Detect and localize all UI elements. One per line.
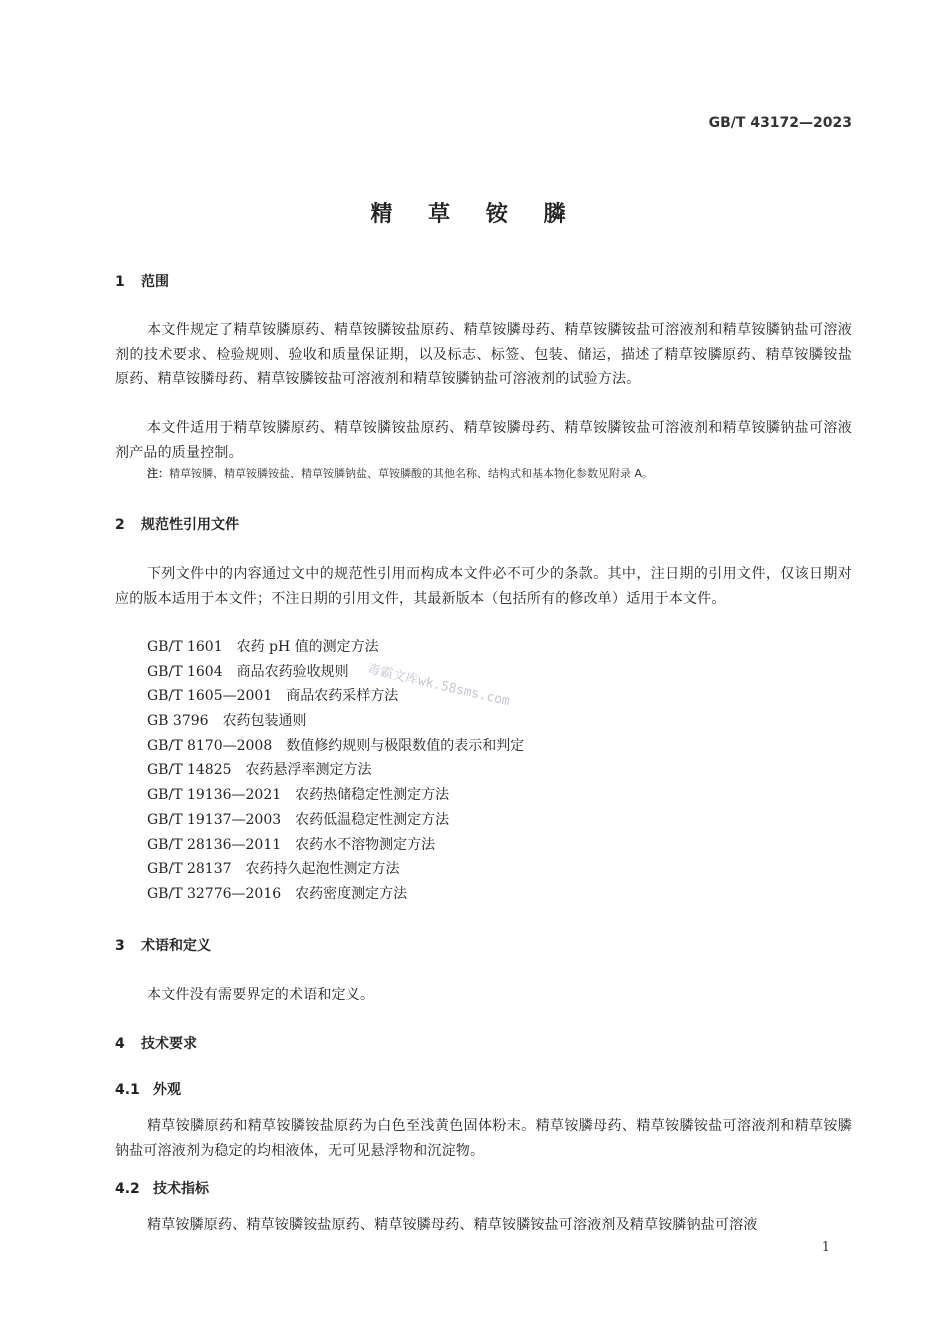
section-3-paragraph-1: 本文件没有需要界定的术语和定义。: [147, 987, 375, 1003]
section-2-heading: [115, 514, 239, 534]
page-number: 1: [821, 1240, 830, 1255]
section-1-paragraph-1: 本文件规定了精草铵膦原药、精草铵膦铵盐原药、精草铵膦母药、精草铵膦铵盐可溶液剂和精草铵膦钠盐可溶液剂的技术要求、检验规则、验收和质量保证期，以及标志、标签、包装、储运，描述了精草铵膦原药、精草铵膦铵盐原药、精草铵膦母药、精草铵膦铵盐可溶液剂和精草铵膦钠盐可溶液剂的试验方法。: [115, 322, 852, 387]
reference-name: 商品农药验收规则: [236, 663, 349, 680]
reference-item: [147, 808, 524, 833]
reference-name: 商品农药采样方法: [286, 688, 399, 705]
reference-code: GB/T 19136—2021: [147, 787, 282, 804]
watermark: 毒霸文库wk.58sms.com: [365, 661, 512, 710]
reference-code: GB/T 1601: [147, 639, 223, 655]
reference-name: 农药包装通则: [222, 713, 307, 730]
reference-code: GB/T 1604: [147, 663, 223, 680]
standard-number: GB/T 43172—2023: [708, 115, 852, 131]
reference-name: 农药悬浮率测定方法: [245, 762, 372, 779]
section-number: 4: [115, 1036, 125, 1052]
section-1-note: [147, 465, 852, 481]
reference-name: 农药 pH 值的测定方法: [236, 639, 379, 655]
section-number: 1: [115, 274, 125, 290]
note-label: 注：: [147, 467, 169, 480]
section-title: 技术指标: [153, 1181, 209, 1197]
reference-item: [147, 734, 524, 759]
reference-item: [147, 882, 524, 907]
section-number: 4.1: [115, 1082, 140, 1098]
section-title: 外观: [153, 1082, 181, 1098]
section-4-heading: [115, 1033, 197, 1053]
reference-code: GB 3796: [147, 713, 209, 730]
section-title: 术语和定义: [141, 938, 211, 954]
reference-name: 农药密度测定方法: [295, 885, 408, 902]
section-2-paragraph-1: 下列文件中的内容通过文中的规范性引用而构成本文件必不可少的条款。其中，注日期的引用文件，仅该日期对应的版本适用于本文件；不注日期的引用文件，其最新版本（包括所有的修改单）适用于本文件。: [115, 566, 852, 607]
reference-name: 农药持久起泡性测定方法: [245, 861, 400, 878]
document-title: 精 草 铵 膦: [370, 202, 580, 227]
reference-code: GB/T 32776—2016: [147, 885, 282, 902]
section-title: 技术要求: [141, 1036, 197, 1052]
reference-name: 数值修约规则与极限数值的表示和判定: [286, 737, 525, 754]
section-title: 范围: [141, 274, 169, 290]
reference-item: [147, 635, 524, 660]
section-3-heading: [115, 935, 211, 955]
reference-code: GB/T 28137: [147, 861, 232, 878]
reference-code: GB/T 19137—2003: [147, 811, 282, 828]
section-number: 2: [115, 517, 125, 533]
reference-list: [147, 635, 524, 907]
note-text: 精草铵膦、精草铵膦铵盐、精草铵膦钠盐、草铵膦酸的其他名称、结构式和基本物化参数见附录 A。: [169, 467, 654, 480]
reference-item: [147, 833, 524, 858]
section-1-paragraph-2: 本文件适用于精草铵膦原药、精草铵膦铵盐原药、精草铵膦母药、精草铵膦铵盐可溶液剂和精草铵膦钠盐可溶液剂产品的质量控制。: [115, 420, 852, 461]
reference-item: [147, 783, 524, 808]
reference-code: GB/T 8170—2008: [147, 737, 273, 754]
reference-name: 农药低温稳定性测定方法: [295, 811, 450, 828]
reference-item: [147, 709, 524, 734]
section-4-1-paragraph-1: 精草铵膦原药和精草铵膦铵盐原药为白色至浅黄色固体粉末。精草铵膦母药、精草铵膦铵盐可溶液剂和精草铵膦钠盐可溶液剂为稳定的均相液体，无可见悬浮物和沉淀物。: [115, 1118, 852, 1159]
section-4-2-heading: [115, 1178, 209, 1198]
section-4-2-paragraph-1: 精草铵膦原药、精草铵膦铵盐原药、精草铵膦母药、精草铵膦铵盐可溶液剂及精草铵膦钠盐可溶液: [147, 1217, 758, 1233]
section-4-1-heading: [115, 1079, 181, 1099]
section-number: 3: [115, 938, 125, 954]
reference-code: GB/T 28136—2011: [147, 836, 282, 853]
section-1-heading: [115, 271, 169, 291]
reference-item: [147, 758, 524, 783]
reference-name: 农药热储稳定性测定方法: [295, 787, 450, 804]
section-title: 规范性引用文件: [141, 517, 239, 533]
reference-name: 农药水不溶物测定方法: [295, 836, 436, 853]
section-number: 4.2: [115, 1181, 140, 1197]
reference-item: [147, 857, 524, 882]
reference-code: GB/T 14825: [147, 762, 232, 779]
reference-code: GB/T 1605—2001: [147, 688, 273, 705]
